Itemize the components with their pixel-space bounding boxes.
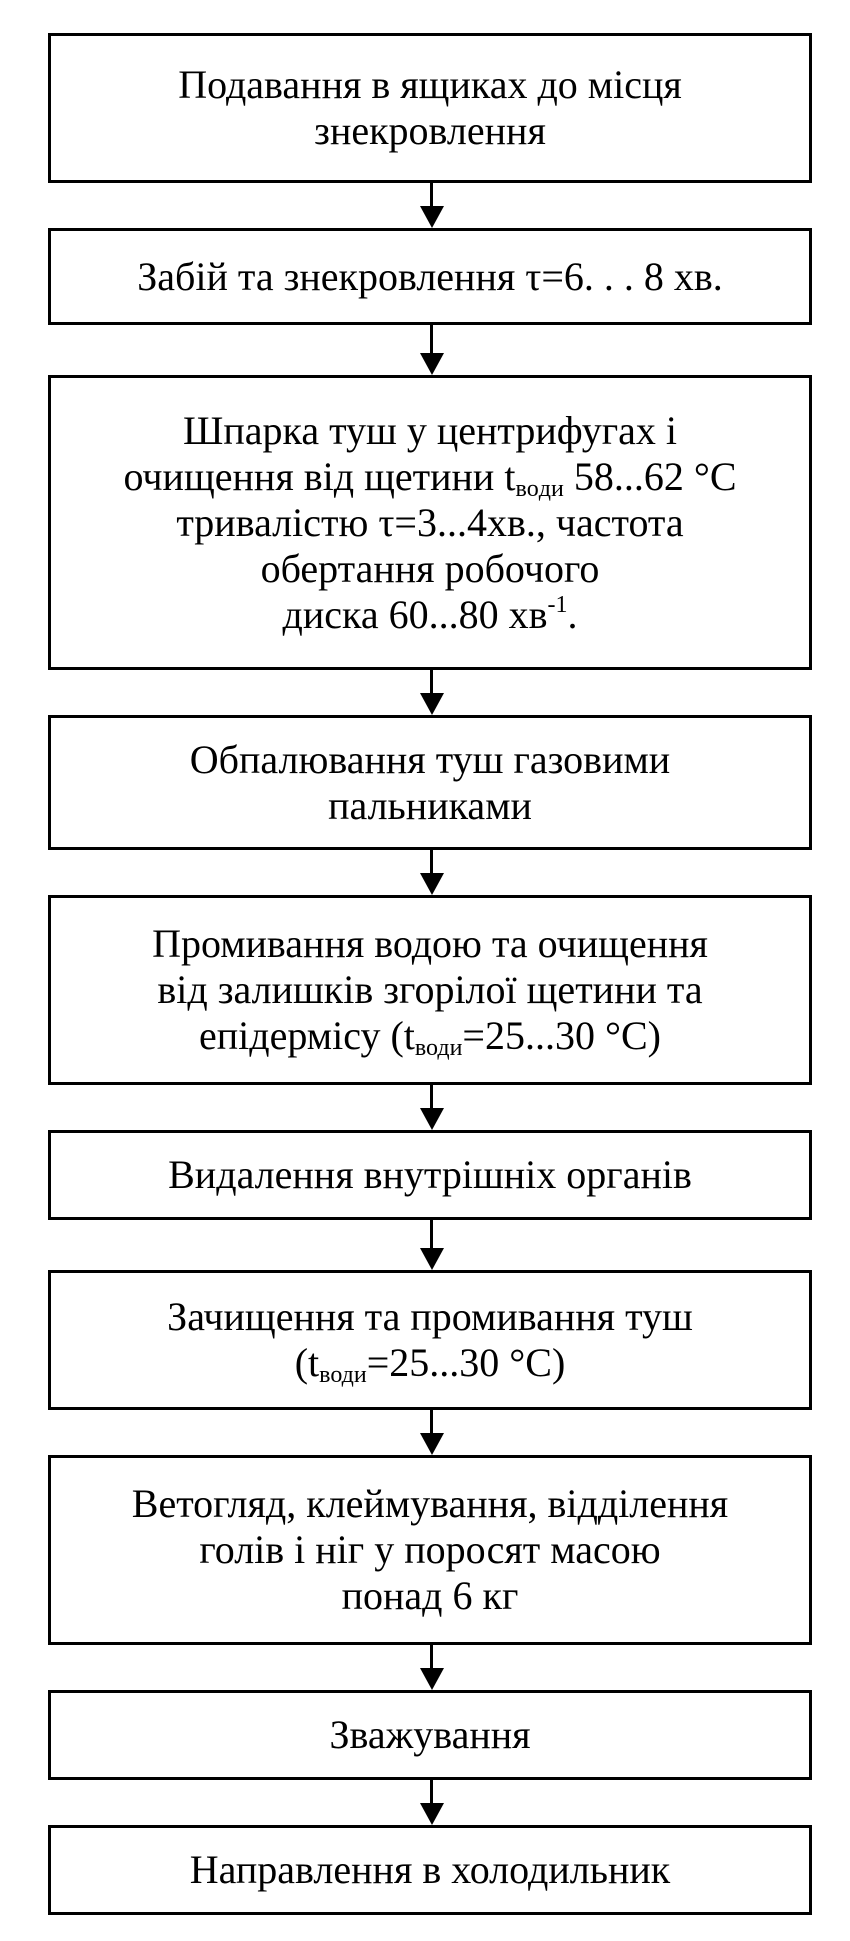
step-text: Ветогляд, клеймування, відділення xyxy=(131,1481,729,1526)
step-inspection xyxy=(48,1455,812,1645)
step-text: епідермісу ($t_{води}=25...30$ °С) xyxy=(199,1013,661,1061)
step-text: від залишків згорілої щетини та xyxy=(157,967,703,1012)
step-text: очищення від щетини $t_{вoди}$ 58...62 °C xyxy=(123,453,737,502)
step-slaughter xyxy=(48,228,812,325)
step-text: ($t_{води}=25...30$ °С) xyxy=(294,1340,566,1388)
flow-arrow xyxy=(420,1085,444,1130)
step-evisceration xyxy=(48,1130,812,1220)
step-text: Подавання в ящиках до місця xyxy=(178,62,682,107)
step-text: понад 6 кг xyxy=(341,1573,519,1618)
flow-arrow xyxy=(420,183,444,228)
step-text: диска 60...80 $хв^{-1}$. xyxy=(282,591,578,637)
step-text: Видалення внутрішніх органів xyxy=(168,1152,692,1197)
step-text: Зачищення та промивання туш xyxy=(167,1294,693,1339)
flow-arrow xyxy=(420,1220,444,1270)
step-text: Направлення в холодильник xyxy=(189,1847,671,1892)
step-text: обертання робочого xyxy=(260,545,600,591)
step-text: Зважування xyxy=(329,1712,531,1757)
step-delivery xyxy=(48,33,812,183)
step-refrigeration xyxy=(48,1825,812,1915)
step-text: голів і ніг у поросят масою xyxy=(199,1527,661,1572)
step-scalding xyxy=(48,375,812,670)
step-washing xyxy=(48,895,812,1085)
flow-arrow xyxy=(420,1645,444,1690)
flow-arrow xyxy=(420,670,444,715)
flow-arrow xyxy=(420,1780,444,1825)
step-weighing xyxy=(48,1690,812,1780)
flow-arrow xyxy=(420,1410,444,1455)
step-text: Забій та знекровлення τ=6. . . 8 хв. xyxy=(137,253,723,299)
step-trimming xyxy=(48,1270,812,1410)
step-text: пальниками xyxy=(328,782,532,828)
flow-arrow xyxy=(420,325,444,375)
step-text: Обпалювання туш газовими xyxy=(189,736,671,782)
step-text: знекровлення xyxy=(314,108,546,153)
step-text: тривалістю τ=3...4хв., частота xyxy=(176,499,684,545)
step-text: Промивання водою та очищення xyxy=(152,921,708,966)
flow-arrow xyxy=(420,850,444,895)
step-singeing xyxy=(48,715,812,850)
step-text: Шпарка туш у центрифугах і xyxy=(183,407,677,453)
